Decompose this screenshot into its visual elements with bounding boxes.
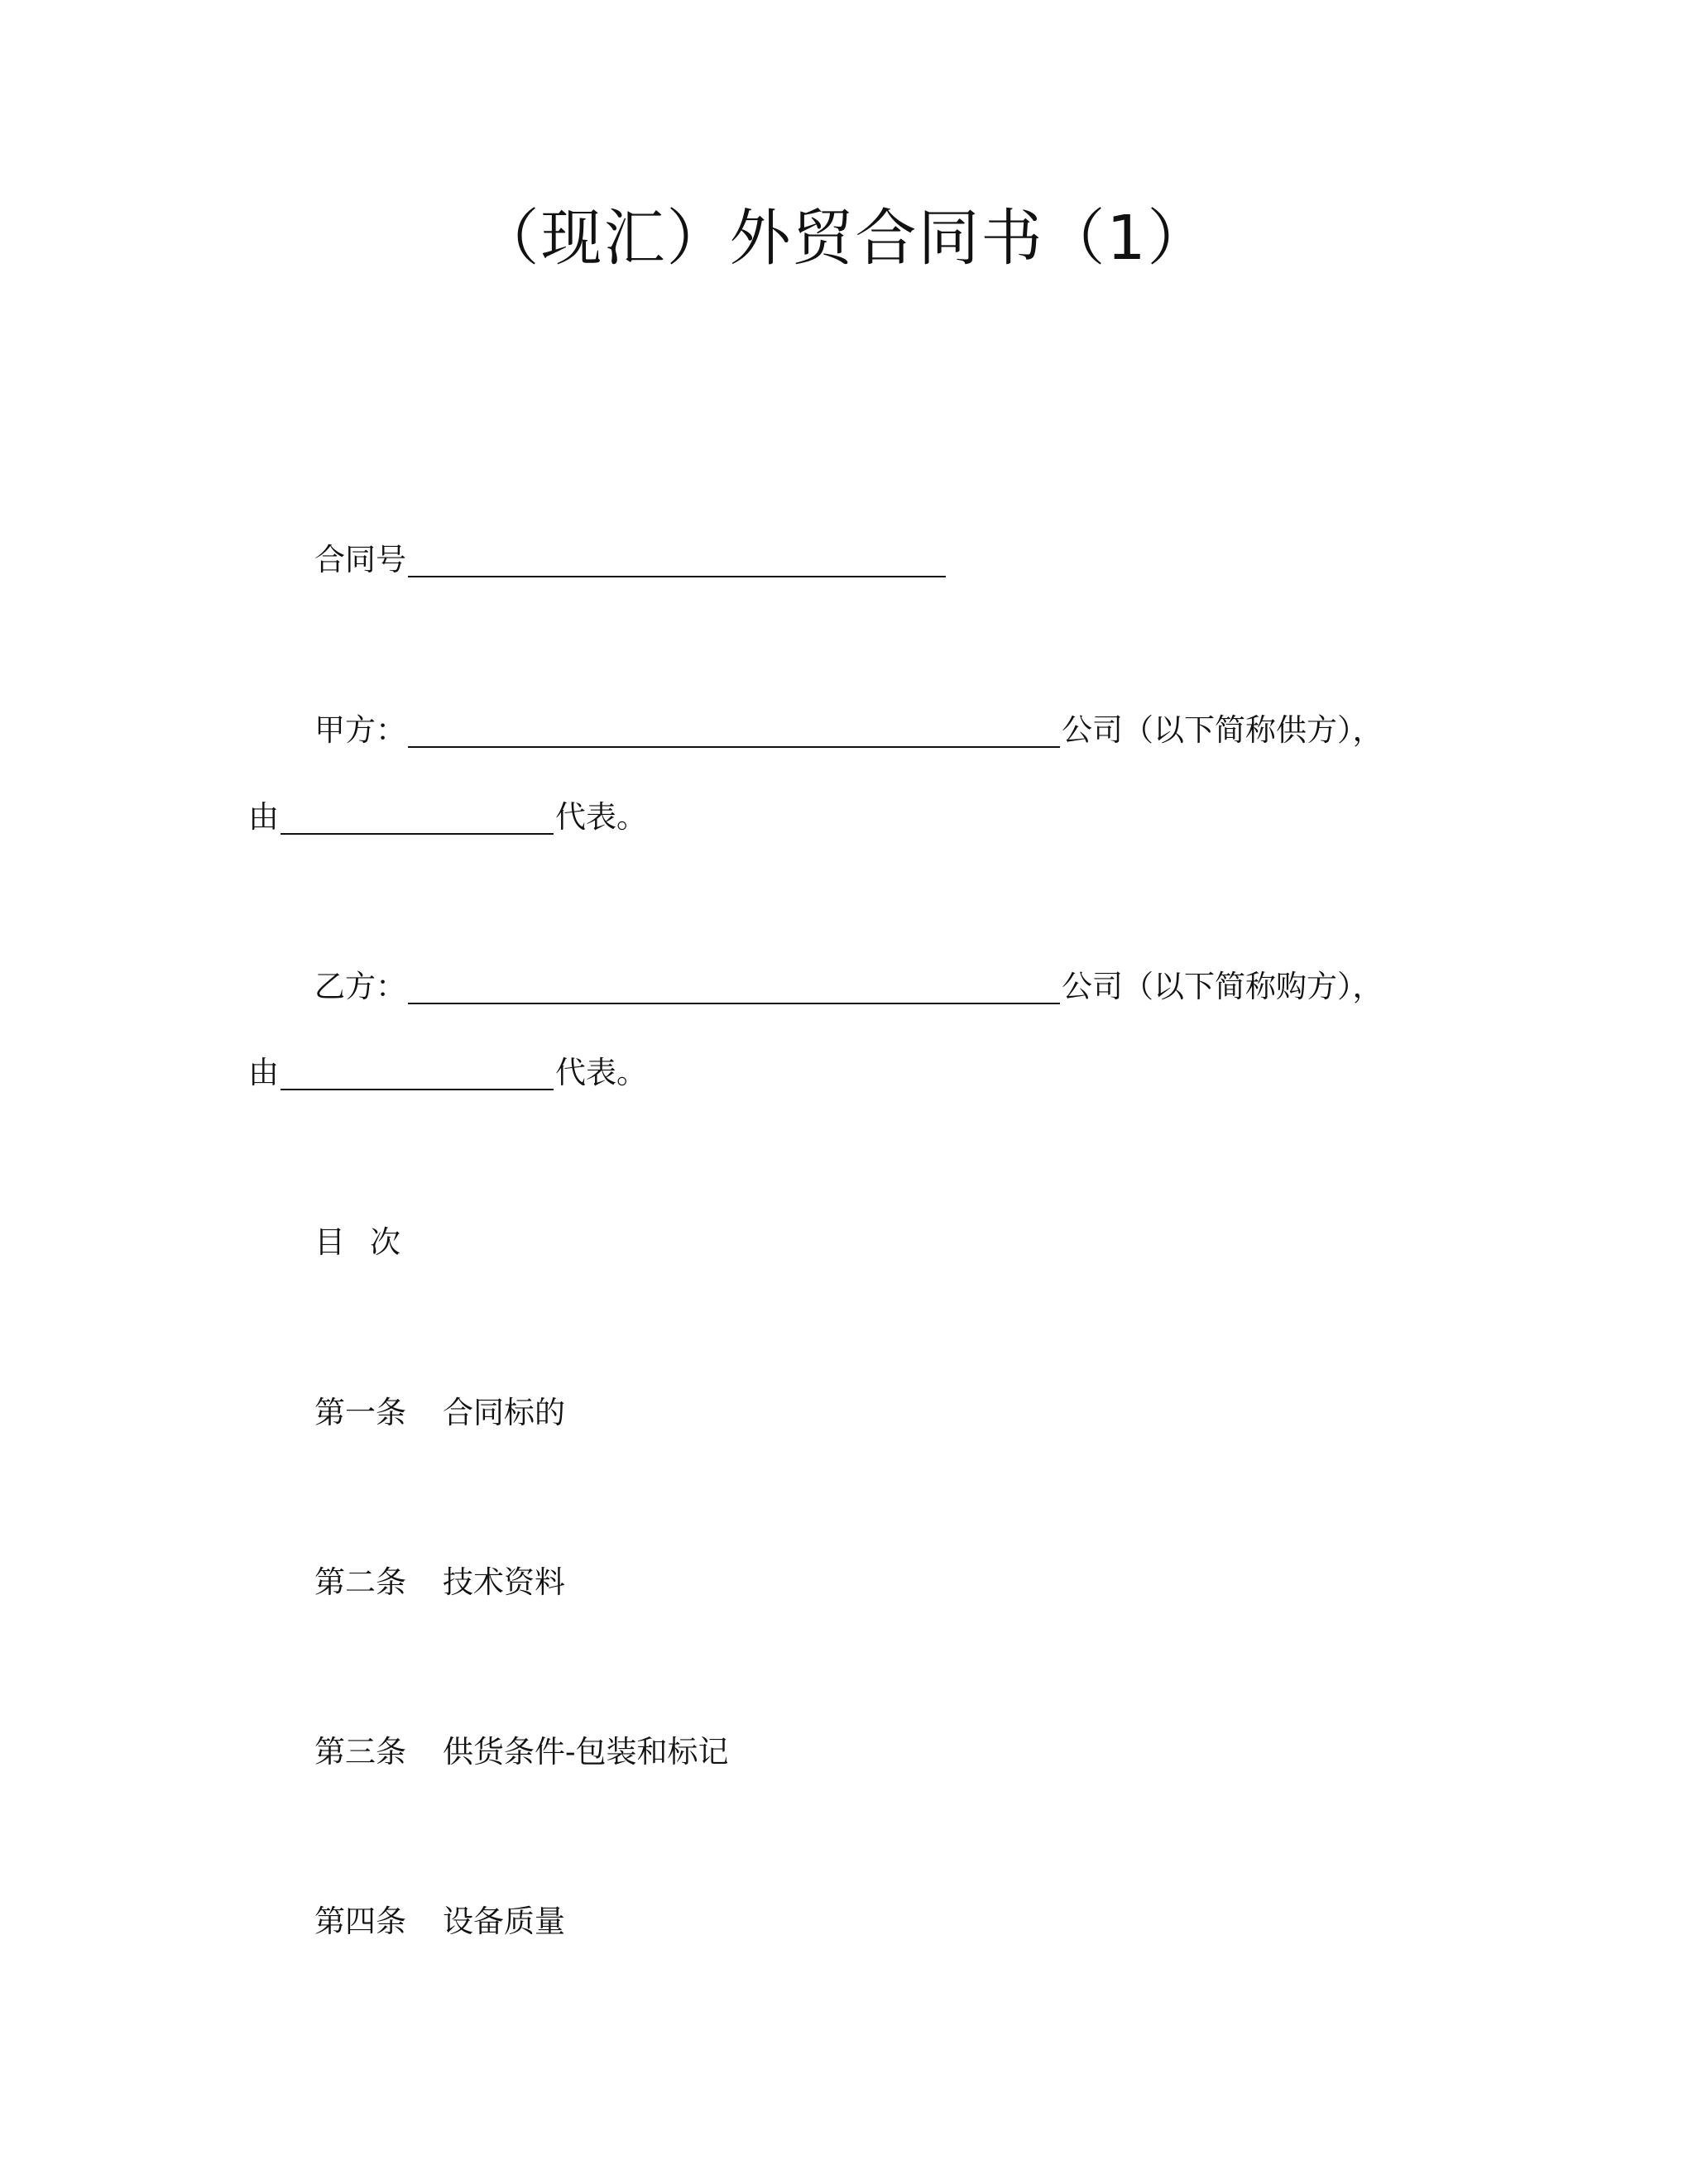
party-a-representative-line [248,797,647,838]
toc-heading [314,1222,400,1263]
party-b-suffix: 公司（以下简称购方）， [1062,969,1383,1004]
party-b-by: 由 [248,1055,279,1090]
party-a-label: 甲方： [314,712,406,748]
document-title: （现汇）外贸合同书（1） [477,203,1211,274]
party-a-by: 由 [248,799,279,835]
toc-item-title: 技术资料 [443,1564,565,1600]
party-a-suffix: 公司（以下简称供方）， [1062,712,1383,748]
contract-number-line [314,539,947,581]
party-b-representative-line [248,1052,647,1094]
party-a-representative-blank[interactable] [281,800,554,835]
toc-item-number: 第二条 [314,1564,406,1600]
toc-item-number: 第三条 [314,1734,406,1770]
toc-item-number: 第一条 [314,1395,406,1430]
toc-item-title: 合同标的 [443,1395,565,1430]
toc-item [314,1901,565,1942]
toc-item-title: 设备质量 [443,1904,565,1939]
party-a-line [314,710,1383,751]
party-b-label: 乙方： [314,969,406,1004]
toc-item [314,1731,729,1773]
party-b-representative-blank[interactable] [281,1056,554,1090]
party-b-company-blank[interactable] [408,970,1060,1004]
party-b-line [314,966,1383,1008]
toc-item-title: 供货条件-包装和标记 [443,1734,729,1770]
contract-number-label: 合同号 [314,542,406,577]
toc-item [314,1392,565,1434]
toc-item-number: 第四条 [314,1904,406,1939]
toc-heading-char-1: 目 [314,1224,345,1260]
toc-item [314,1562,565,1603]
toc-heading-char-2: 次 [370,1224,400,1260]
party-b-rep-suffix: 代表。 [555,1055,647,1090]
contract-number-blank[interactable] [408,543,946,577]
party-a-company-blank[interactable] [408,713,1060,748]
party-a-rep-suffix: 代表。 [555,799,647,835]
